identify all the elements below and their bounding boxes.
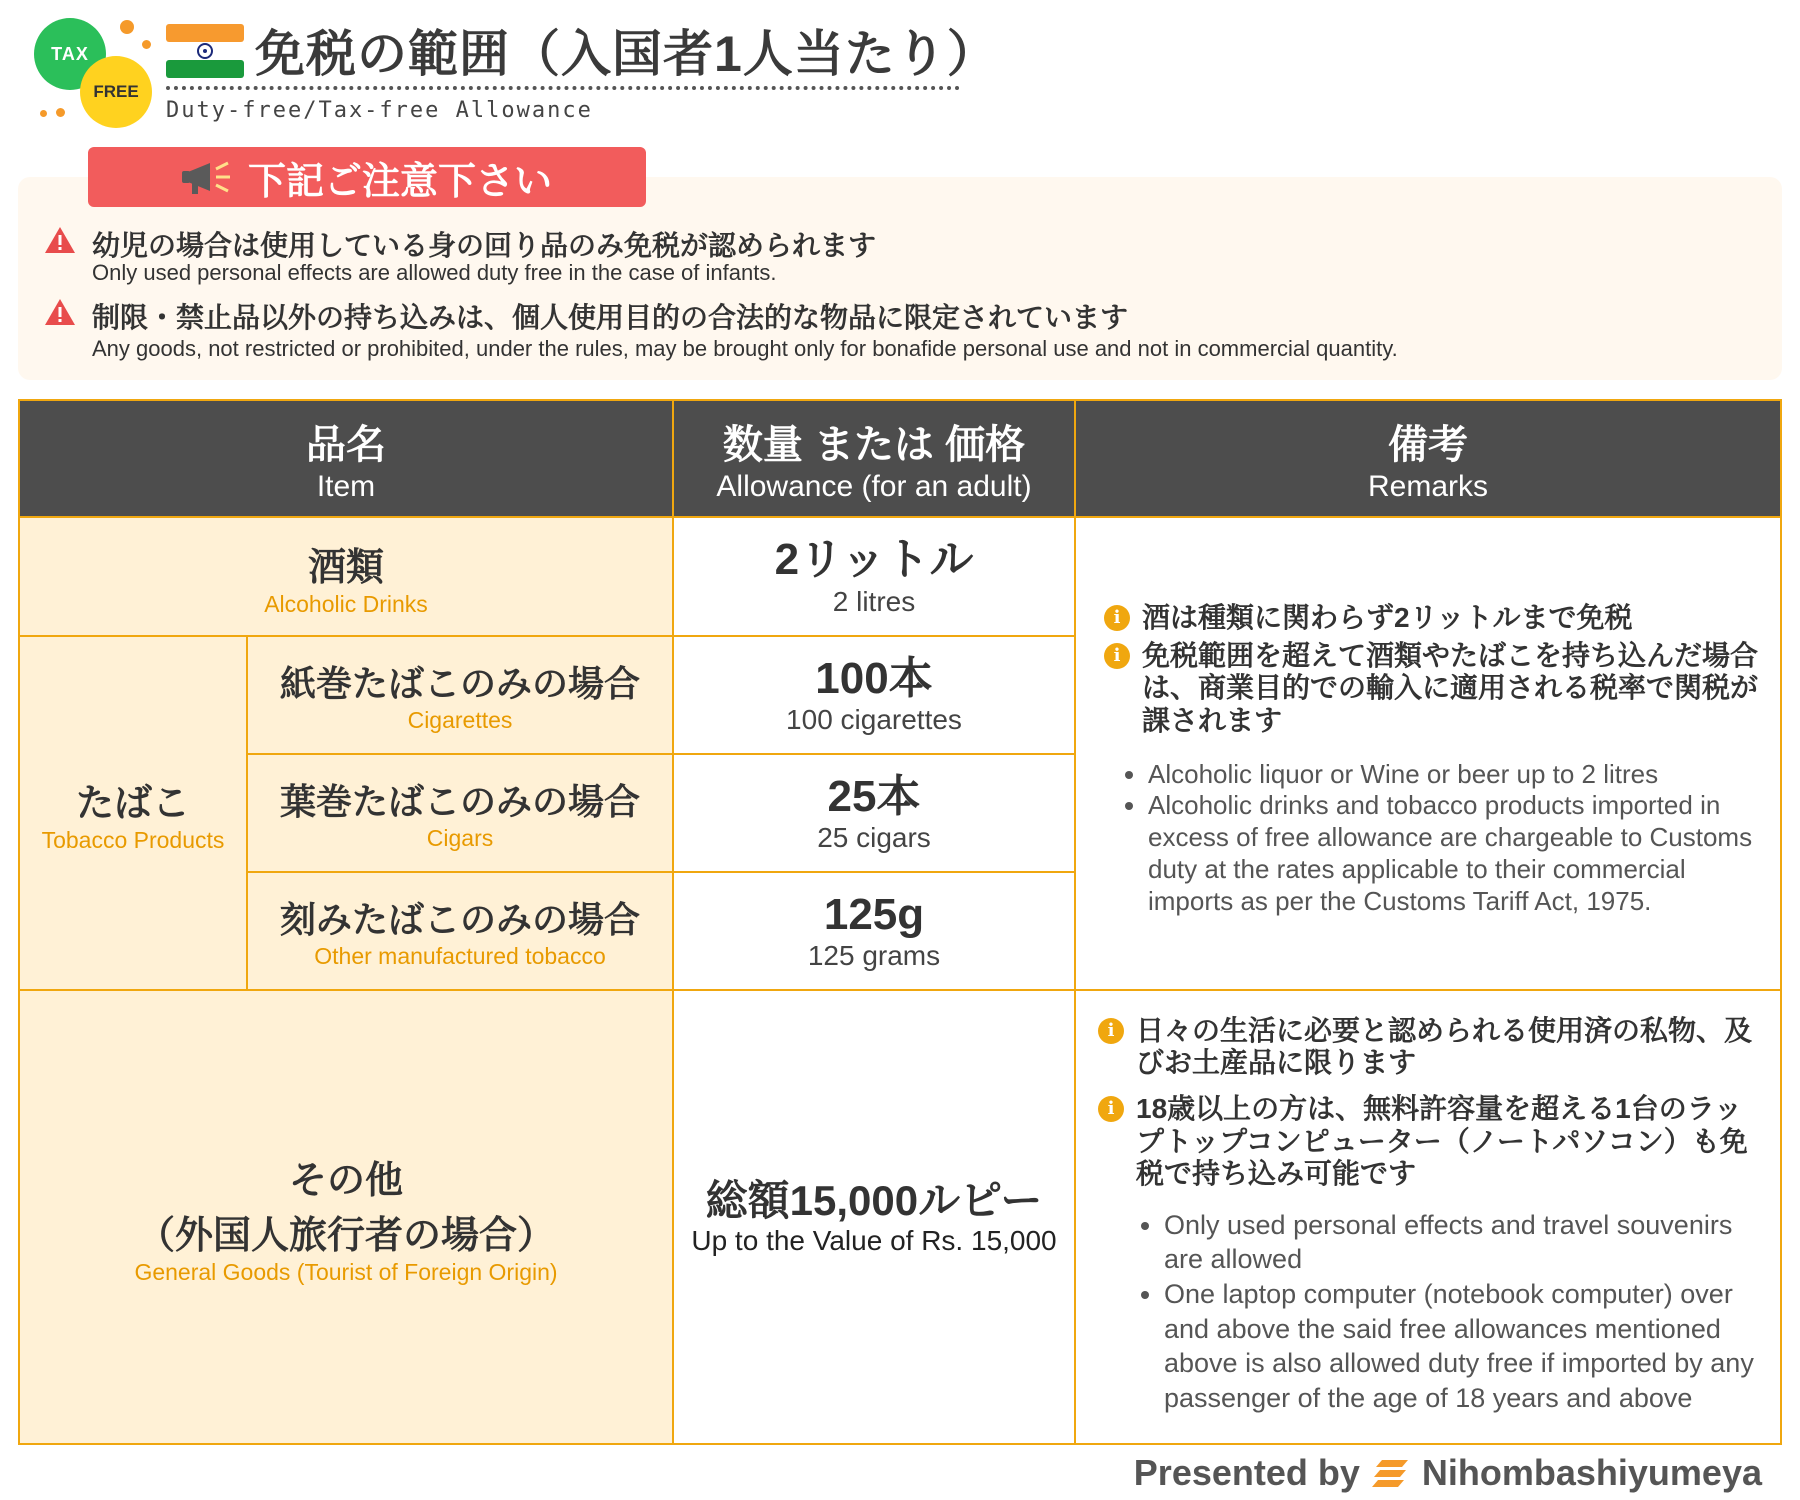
logo-dot <box>142 40 151 49</box>
other-qty-cell <box>672 989 1076 1445</box>
other-item-jp: その他 <box>288 1159 403 1202</box>
info-icon: i <box>1098 1096 1124 1122</box>
alcohol-qty: 2リットル <box>774 535 974 585</box>
india-flag-icon <box>166 24 244 78</box>
alcohol-item-cell <box>18 516 674 637</box>
info-icon: i <box>1104 643 1130 669</box>
title-divider <box>166 86 960 90</box>
tobacco-sub-jp: 刻みたばこのみの場合 <box>279 899 640 940</box>
remark-bullet: • Alcoholic liquor or Wine or beer up to 2 litres <box>1148 759 1766 791</box>
remark-text-jp: 18歳以上の方は、無料許容量を超える1台のラップトップコンピューター（ノートパソコン）も免税で持ち込み可能です <box>1136 1093 1748 1189</box>
header-item-en: Item <box>316 470 376 503</box>
remarks-other <box>1074 989 1782 1445</box>
tobacco-qty: 25本 <box>827 771 921 821</box>
page-subtitle: Duty-free/Tax-free Allowance <box>166 98 593 123</box>
logo-dot <box>40 110 47 117</box>
alcohol-qty-en: 2 litres <box>832 585 916 617</box>
notice-item-en: Any goods, not restricted or prohibited, under the rules, may be brought only for bonafide personal use and not in commercial quantity. <box>92 336 1398 361</box>
tobacco-qty-cell <box>672 871 1076 991</box>
tobacco-sub-en: Cigars <box>426 825 494 851</box>
tobacco-qty-en: 125 grams <box>807 940 941 972</box>
tobacco-qty-cell <box>672 753 1076 873</box>
notice-item-jp: 制限・禁止品以外の持ち込みは、個人使用目的の合法的な物品に限定されています <box>92 302 1129 333</box>
tobacco-sub-jp: 葉巻たばこのみの場合 <box>279 781 640 822</box>
page-title: 免税の範囲（入国者1人当たり） <box>255 26 998 82</box>
notice-tag <box>88 147 646 207</box>
other-qty: 総額15,000ルピー <box>705 1176 1043 1224</box>
remark-item <box>1098 1015 1766 1079</box>
remark-bullet: • Only used personal effects and travel souvenirs are allowed <box>1164 1208 1766 1277</box>
logo-dot <box>120 20 134 34</box>
tobacco-sub-en: Other manufactured tobacco <box>314 943 606 969</box>
logo-free-text: FREE <box>93 82 139 101</box>
remark-item <box>1104 640 1766 737</box>
brand-name: Nihombashiyumeya <box>1421 1452 1762 1493</box>
header-remarks <box>1074 399 1782 518</box>
tax-free-logo <box>34 18 154 128</box>
remark-text-jp: 日々の生活に必要と認められる使用済の私物、及びお土産品に限ります <box>1136 1015 1753 1079</box>
tobacco-qty-en: 25 cigars <box>817 822 931 854</box>
remark-text-jp: 酒は種類に関わらず2リットルまで免税 <box>1142 602 1633 633</box>
remark-text-jp: 免税範囲を超えて酒類やたばこを持ち込んだ場合は、商業目的での輸入に適用される税率で関税が課されます <box>1142 640 1759 736</box>
header-item-jp: 品名 <box>306 423 386 467</box>
header-allowance-jp: 数量 または 価格 <box>722 423 1026 467</box>
remarks-alcohol-tobacco <box>1074 516 1782 991</box>
remark-bullets <box>1104 759 1766 918</box>
alcohol-qty-cell <box>672 516 1076 637</box>
header-allowance <box>672 399 1076 518</box>
tobacco-sub-en: Cigarettes <box>407 707 513 733</box>
tobacco-sub-cell <box>246 753 674 873</box>
warning-icon <box>44 226 76 254</box>
notice-item-jp: 幼児の場合は使用している身の回り品のみ免税が認められます <box>92 230 877 261</box>
remark-item <box>1104 602 1766 634</box>
tobacco-group-jp: たばこ <box>75 783 190 825</box>
info-icon: i <box>1104 605 1130 631</box>
logo-dot <box>56 108 65 117</box>
tobacco-qty-cell <box>672 635 1076 755</box>
remark-bullets <box>1098 1208 1766 1415</box>
tobacco-sub-jp: 紙巻たばこのみの場合 <box>279 663 640 704</box>
remark-bullet: • One laptop computer (notebook computer) over and above the said free allowances mentioned above is also allowed duty free if imported by any passenger of the age of 18 years and above <box>1164 1277 1766 1415</box>
free-bubble <box>80 56 152 128</box>
info-icon: i <box>1098 1018 1124 1044</box>
other-item-en: General Goods (Tourist of Foreign Origin) <box>134 1258 558 1285</box>
megaphone-icon <box>182 157 234 197</box>
other-item-jp-sub: （外国人旅行者の場合） <box>136 1214 555 1257</box>
header-allowance-en: Allowance (for an adult) <box>716 470 1032 503</box>
tobacco-qty: 100本 <box>815 653 933 703</box>
notice-item-en: Only used personal effects are allowed duty free in the case of infants. <box>92 260 777 285</box>
alcohol-item-jp: 酒類 <box>307 546 384 589</box>
other-qty-en: Up to the Value of Rs. 15,000 <box>691 1225 1057 1257</box>
alcohol-item-en: Alcoholic Drinks <box>264 590 428 617</box>
remark-item <box>1098 1093 1766 1190</box>
logo-tax-text: TAX <box>51 43 89 64</box>
footer-credit <box>1134 1452 1762 1494</box>
notice-tag-label: 下記ご注意下さい <box>247 160 552 203</box>
tobacco-group-en: Tobacco Products <box>41 827 225 853</box>
header-remarks-en: Remarks <box>1367 470 1488 503</box>
tobacco-sub-cell <box>246 871 674 991</box>
tobacco-qty: 125g <box>823 889 925 939</box>
tobacco-group-cell <box>18 635 248 991</box>
header-remarks-jp: 備考 <box>1388 423 1468 467</box>
presented-by-label: Presented by <box>1133 1452 1360 1493</box>
tobacco-sub-cell <box>246 635 674 755</box>
header-item <box>18 399 674 518</box>
remark-bullet: • Alcoholic drinks and tobacco products imported in excess of free allowance are chargeable to Customs duty at the rates applicable to their commercial imports as per the Customs Tariff Act, 1975. <box>1148 790 1766 917</box>
other-item-cell <box>18 989 674 1445</box>
tobacco-qty-en: 100 cigarettes <box>786 704 962 736</box>
warning-icon <box>44 298 76 326</box>
brand-logo-icon <box>1372 1458 1410 1488</box>
